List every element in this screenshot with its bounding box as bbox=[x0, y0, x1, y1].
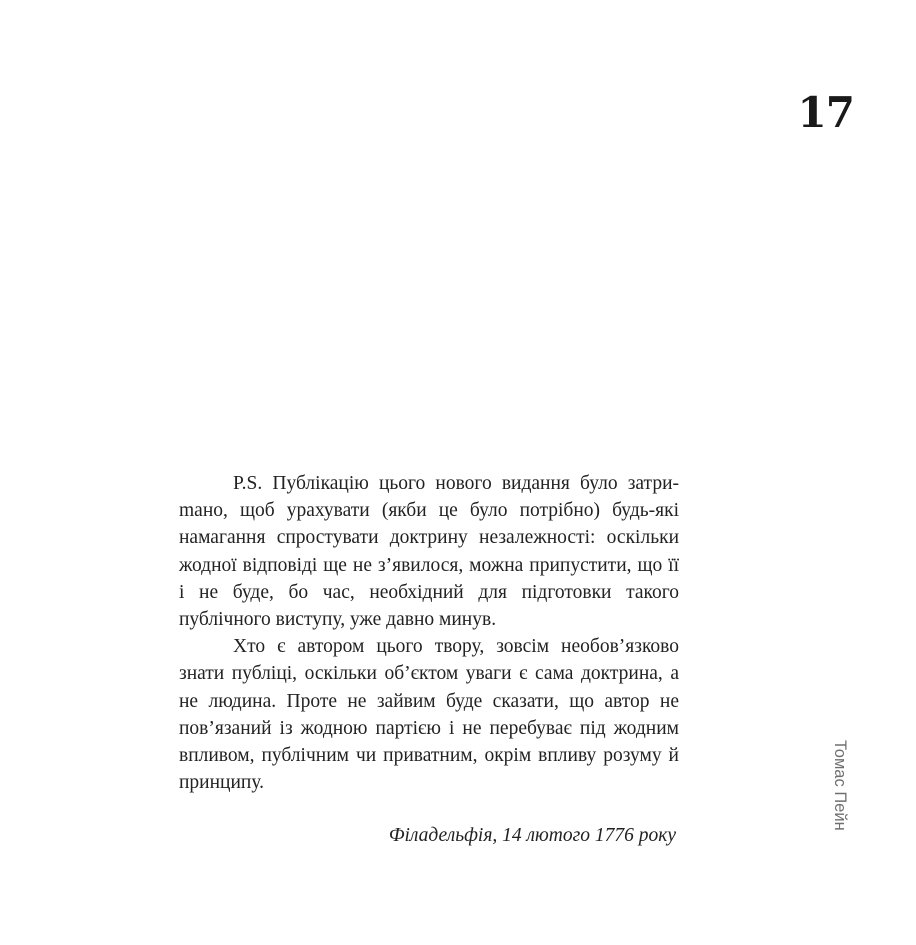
paragraph-postscript: P.S. Публікацію цього нового видання було затриmано, щоб урахувати (якби це було потрібно) будь-які намагання спростувати доктрину незалежності: оскільки жодної відповіді ще не з’явилося, можна припустити, що її і не буде, бо час, необхідний для підготовки такого публічного виступу, уже давно минув. bbox=[179, 473, 679, 631]
main-text bbox=[179, 470, 679, 796]
paragraph-author-note: Хто є автором цього твору, зовсім необов’язково знати публіці, оскільки об’єктом уваги є сама доктрина, а не людина. Проте не зайвим буде сказати, що автор не пов’язаний із жодною партією і не перебуває під жодним впливом, публічним чи приватним, окрім впливу розуму й принципу. bbox=[179, 636, 679, 794]
place-date-signature: Філадельфія, 14 лютого 1776 року bbox=[388, 825, 676, 846]
page-number: 17 bbox=[797, 88, 854, 137]
running-head-author: Томас Пейн bbox=[831, 740, 849, 831]
